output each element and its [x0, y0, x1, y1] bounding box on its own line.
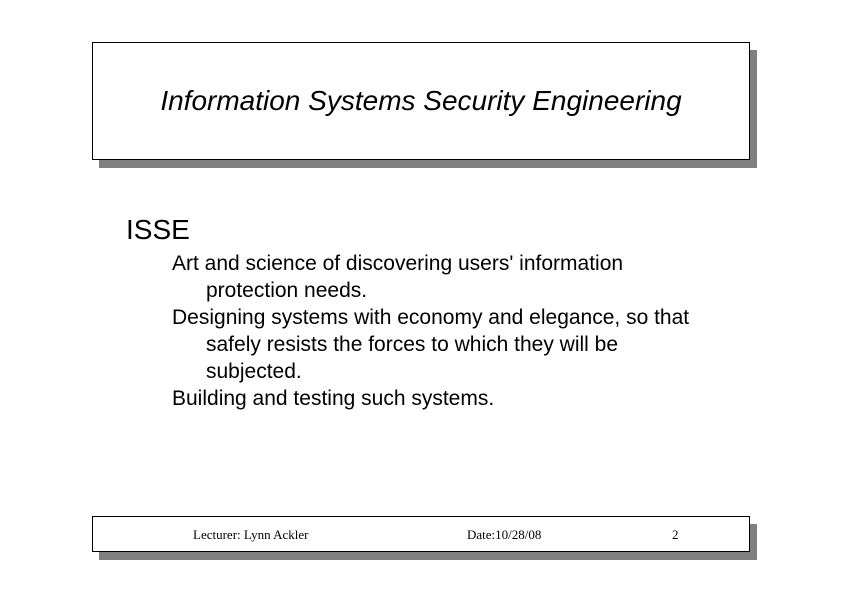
bullet-item: Art and science of discovering users' information protection needs. [172, 252, 624, 302]
footer-date: Date:10/28/08 [467, 527, 542, 542]
bullet-item: Designing systems with economy and elegance, so that safely resists the forces to which they will be subjected. [172, 306, 690, 383]
title-box [92, 42, 750, 160]
footer-lecturer: Lecturer: Lynn Ackler [193, 527, 309, 542]
bullet-list [172, 250, 712, 412]
footer-box [92, 516, 750, 552]
bullet-item: Building and testing such systems. [172, 387, 495, 410]
slide-heading: ISSE [126, 214, 190, 245]
footer-page-number: 2 [672, 527, 679, 542]
slide-title: Information Systems Security Engineering [160, 85, 682, 116]
